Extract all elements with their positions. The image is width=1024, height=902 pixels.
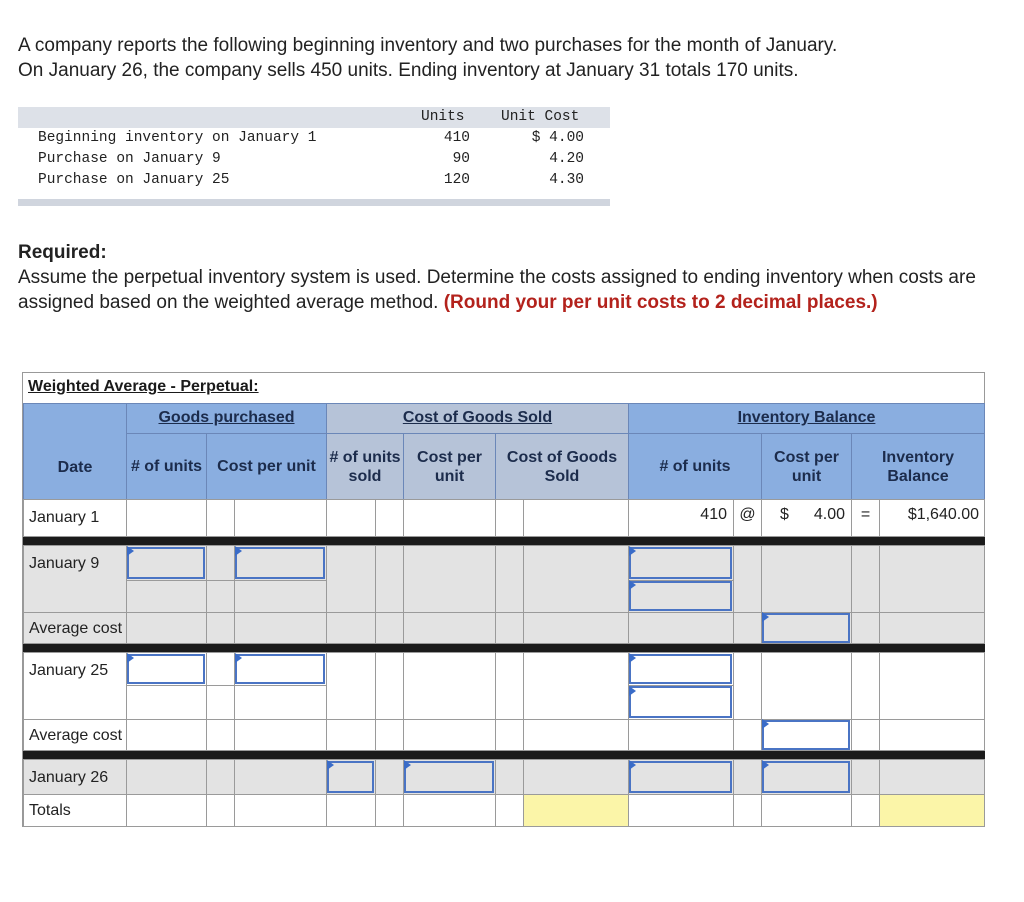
intro-line-1: A company reports the following beginning inventory and two purchases for the month of January. [18,35,838,56]
jan25-balance-units-input-2[interactable] [629,686,732,718]
avg-cost-1-input[interactable] [762,613,850,643]
given-header-unit-cost: Unit Cost [501,109,580,125]
input-marker-icon [629,760,636,770]
required-heading: Required: [18,242,107,263]
input-marker-icon [762,760,769,770]
row-label-average-cost-1: Average cost [23,612,127,644]
input-marker-icon [629,686,636,696]
given-row-unit-cost: 4.30 [549,172,584,188]
row-label-jan26: January 26 [23,759,127,795]
input-marker-icon [629,653,636,663]
jan9-balance-units-input-2[interactable] [629,581,732,611]
input-marker-icon [404,760,411,770]
row-label-totals: Totals [23,794,127,827]
col-header-gp-cost: Cost per unit [206,433,327,500]
given-row-units: 410 [443,130,470,146]
total-inventory-balance-cell [879,794,985,827]
avg-cost-2-input[interactable] [762,720,850,750]
col-header-date: Date [23,403,127,500]
worksheet-title: Weighted Average - Perpetual: [28,378,259,395]
input-marker-icon [235,653,242,663]
jan1-units: 410 [628,499,734,537]
required-text: Assume the perpetual inventory system is used. Determine the costs assigned to ending inventory when costs are assigned based on the weighted average method. [18,267,976,313]
input-marker-icon [762,612,769,622]
given-data-table [18,107,610,207]
dollar-sign: $ [780,506,789,523]
required-section [18,240,993,315]
input-marker-icon [235,546,242,556]
given-row-unit-cost: 4.20 [549,151,584,167]
input-marker-icon [629,546,636,556]
given-row-label: Beginning inventory on January 1 [38,130,317,146]
given-header-units: Units [421,109,465,125]
col-header-cogs-cost: Cost per unit [403,433,496,500]
col-header-cogs-units: # of units sold [326,433,404,500]
row-separator [23,751,985,759]
group-header-inventory-balance: Inventory Balance [628,403,985,434]
given-row-units: 120 [443,172,470,188]
row-label-jan1: January 1 [23,499,127,537]
jan9-purchase-units-input[interactable] [127,547,205,579]
col-header-ib-units: # of units [628,433,762,500]
col-header-gp-units: # of units [126,433,207,500]
jan26-balance-cost-input[interactable] [762,761,850,793]
jan26-units-sold-input[interactable] [327,761,374,793]
input-marker-icon [127,546,134,556]
input-marker-icon [127,653,134,663]
input-marker-icon [327,760,334,770]
input-marker-icon [762,719,769,729]
given-row-label: Purchase on January 25 [38,172,230,188]
rounding-instruction: (Round your per unit costs to 2 decimal places.) [443,292,878,313]
jan26-cost-per-unit-input[interactable] [404,761,494,793]
row-separator [23,537,985,545]
jan1-cost-value: 4.00 [813,506,845,523]
group-header-goods-purchased: Goods purchased [126,403,327,434]
jan26-balance-units-input[interactable] [629,761,732,793]
row-label-jan9: January 9 [23,545,127,613]
given-row-units: 90 [452,151,470,167]
jan1-balance: $1,640.00 [879,499,985,537]
given-row-unit-cost: $ 4.00 [531,130,584,146]
total-cogs-cell [523,794,629,827]
problem-intro [18,33,1008,83]
row-label-average-cost-2: Average cost [23,719,127,751]
jan1-cost [761,499,852,537]
jan25-purchase-cost-input[interactable] [235,654,325,684]
col-header-ib-cost: Cost per unit [761,433,852,500]
at-symbol: @ [733,499,762,537]
row-label-jan25: January 25 [23,652,127,720]
jan25-balance-units-input-1[interactable] [629,654,732,684]
group-header-cost-of-goods-sold: Cost of Goods Sold [326,403,629,434]
jan9-balance-units-input-1[interactable] [629,547,732,579]
jan9-purchase-cost-input[interactable] [235,547,325,579]
input-marker-icon [629,580,636,590]
col-header-cogs-total: Cost of Goods Sold [495,433,629,500]
intro-line-2: On January 26, the company sells 450 units. Ending inventory at January 31 totals 170 units. [18,60,799,81]
given-row-label: Purchase on January 9 [38,151,221,167]
row-separator [23,644,985,652]
col-header-ib-balance: Inventory Balance [851,433,985,500]
jan25-purchase-units-input[interactable] [127,654,205,684]
equals-sign: = [851,499,880,537]
